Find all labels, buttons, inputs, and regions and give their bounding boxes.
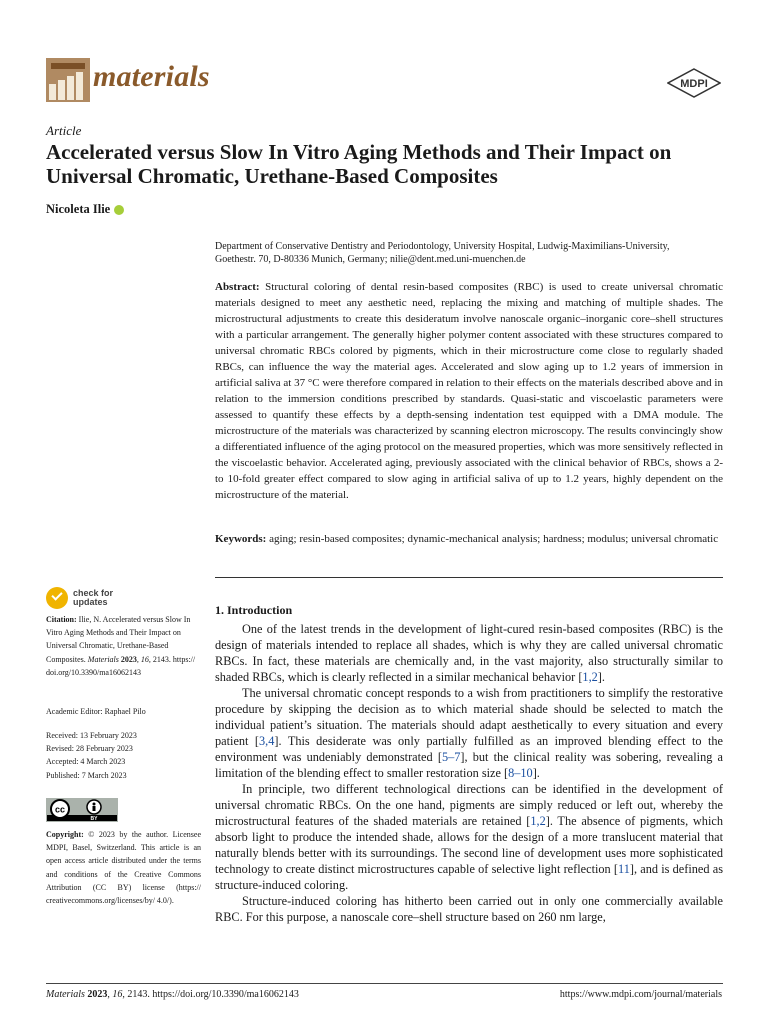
check-updates-label [73, 589, 113, 607]
footer-rule [46, 983, 723, 984]
copyright-text: © 2023 by the author. Licensee MDPI, Basel, Switzerland. This article is an open access article distributed under the terms and conditions of the Creative Commons Attribution (CC BY) license (https:// creativecommons.org/licenses/by/ 4.0/). [46, 830, 202, 906]
citation-link[interactable]: 8–10 [508, 766, 533, 780]
paragraph: One of the latest trends in the development of light-cured resin-based composites (RBC) is the design of materials intended to replace all shades, which is why they are called universal chromatic RBCs. In fact, these materials are chemically and, in the vast majority, also structurally similar to shaded RBCs, which is clearly reflected in a similar mechanical behavior [1,2]. [215, 622, 723, 684]
abstract-text: Structural coloring of dental resin-based composites (RBC) is used to create universal chromatic materials designed to meet any aesthetic need, replacing the mixing and matching of multiple shades. The microstructural adjustments to create this desideratum involve nanoscale organic–inorganic core–shell structures with a particular arrangement. The generally higher polymer content associated with these structures compared to universal chromatic RBCs colored by pigments, which in their microstructure come close to regularly shaded RBCs, can influence the way the material ages. Accelerated and slow aging up to 1.2 years of immersion in artificial saliva at 37 °C were therefore compared in relation to their effects on the materials described above and in relation to the immersion conditions prescribed by standards. Quasi-static and viscoelastic parameters were assessed to quantify these effects by a depth-sensing indentation test equipped with a DMA module. The microstructure of the materials was characterized by scanning electron microscopy. The results convincingly show a differentiated influence of the aging protocol on the measured properties, which was more sensitively reflected in the viscoelastic behavior. Accelerated aging, previously associated with the clinical behavior of RBCs, shows a 2- to 10-fold greater effect compared to slow aging in artificial saliva of up to 1.2 years, highly dependent on the microstructure of the material. [215, 281, 724, 501]
footer-journal-url[interactable]: https://www.mdpi.com/journal/materials [559, 989, 722, 1000]
affiliation-line-1: Department of Conservative Dentistry and Periodontology, University Hospital, Ludwig-Maximilians-University, [215, 241, 670, 252]
received-date: Received: 13 February 2023 [46, 731, 137, 740]
keywords [215, 531, 723, 547]
citation-year: 2023 [120, 654, 137, 664]
svg-text:cc: cc [54, 804, 66, 815]
journal-name: materials [93, 60, 210, 93]
check-updates-line-2: updates [73, 597, 108, 607]
mdpi-logo [667, 68, 721, 98]
dates-block [46, 729, 201, 782]
accepted-date: Accepted: 4 March 2023 [46, 757, 126, 767]
citation-link[interactable]: 1,2 [530, 814, 546, 828]
revised-date: Revised: 28 February 2023 [46, 744, 133, 754]
article-type: Article [46, 123, 82, 138]
check-for-updates[interactable] [46, 587, 113, 609]
citation-link[interactable]: 5–7 [441, 750, 461, 764]
citation-link[interactable]: 1,2 [582, 670, 598, 684]
author [46, 202, 124, 217]
copyright-label: Copyright: [46, 830, 84, 839]
divider [215, 577, 723, 578]
section-heading-introduction: 1. Introduction [215, 603, 293, 617]
article-title: Accelerated versus Slow In Vitro Aging Methods and Their Impact on Universal Chromatic, Urethane-Based Composites [46, 140, 672, 188]
check-updates-line-1: check for [73, 588, 114, 598]
citation-journal: Materials [87, 654, 119, 664]
orcid-icon[interactable] [114, 205, 124, 215]
citation-block: Citation: Ilie, N. Accelerated versus Slow In Vitro Aging Methods and Their Impact on Universal Chromatic, Urethane-Based Composites. Materials 2023, 16, 2143. https:// doi.org/10.3390/ma16062143 [46, 615, 196, 677]
cc-by-license-icon[interactable] [46, 798, 118, 822]
footer-doi[interactable]: , 2143. https://doi.org/10.3390/ma16062143 [122, 989, 299, 1000]
citation-doi[interactable]: doi.org/10.3390/ma16062143 [46, 667, 141, 677]
footer-citation: Materials 2023, 16, 2143. https://doi.org/10.3390/ma16062143 [46, 989, 299, 1000]
footer-volume: 16 [112, 989, 123, 1000]
citation-volume: 16 [140, 654, 149, 664]
affiliation-line-2: Goethestr. 70, D-80336 Munich, Germany; nilie@dent.med.uni-muenchen.de [215, 254, 526, 265]
paragraph: Structure-induced coloring has hitherto been carried out in only one commercially available RBC. For this purpose, a nanoscale core–shell structure based on 260 nm large, [215, 894, 723, 924]
citation-text: Ilie, N. Accelerated versus Slow In Vitro Aging Methods and Their Impact on Universal Chromatic, Urethane-Based Composites. [46, 615, 191, 664]
keywords-text: aging; resin-based composites; dynamic-mechanical analysis; hardness; modulus; universal chromatic [269, 533, 719, 545]
svg-text:MDPI: MDPI [680, 78, 708, 90]
abstract [215, 279, 723, 503]
citation-link[interactable]: 3,4 [259, 734, 275, 748]
citation-pages: , 2143. https:// [148, 654, 196, 664]
materials-logo-icon [46, 58, 90, 102]
introduction-body [215, 621, 723, 925]
academic-editor: Academic Editor: Raphael Pilo [46, 707, 146, 716]
keywords-label: Keywords: [215, 533, 267, 545]
check-for-updates-icon [46, 587, 68, 609]
copyright-block [46, 828, 201, 907]
abstract-label: Abstract: [215, 281, 260, 293]
paragraph: In principle, two different technological directions can be identified in the development of universal chromatic RBCs. On the one hand, pigments are simply reduced or left out, whereby the microstructural features of the shaded materials are retained [1,2]. The absence of pigments, which absorb light to produce the intended shade, allows for the design of a more translucent material that naturally blends better with its surroundings. The second line of development uses more sophisticated technology to create distinct microstructures capable of selective light reflection [11], and is defined as structure-induced coloring. [215, 782, 723, 892]
citation-link[interactable]: 11 [618, 862, 630, 876]
affiliation [215, 240, 723, 266]
footer-journal: Materials [46, 989, 85, 1000]
citation-label: Citation: [46, 615, 77, 624]
published-date: Published: 7 March 2023 [46, 770, 127, 780]
footer-year: 2023 [87, 989, 108, 1000]
author-name: Nicoleta Ilie [46, 202, 111, 216]
paragraph: The universal chromatic concept responds to a wish from practitioners to simplify the restorative procedure by skipping the decision as to which material shade should be selected to match the individual patient’s situation. The materials should adapt aesthetically to every situation and every patient [3,4]. This desiderate was only partially fulfilled as an improved blending effect to the environment was undeniably demonstrated [5–7], but the clinical reality was sobering, revealing a limitation of the blending effect to smaller restoration size [8–10]. [215, 686, 723, 780]
svg-text:BY: BY [90, 816, 98, 822]
